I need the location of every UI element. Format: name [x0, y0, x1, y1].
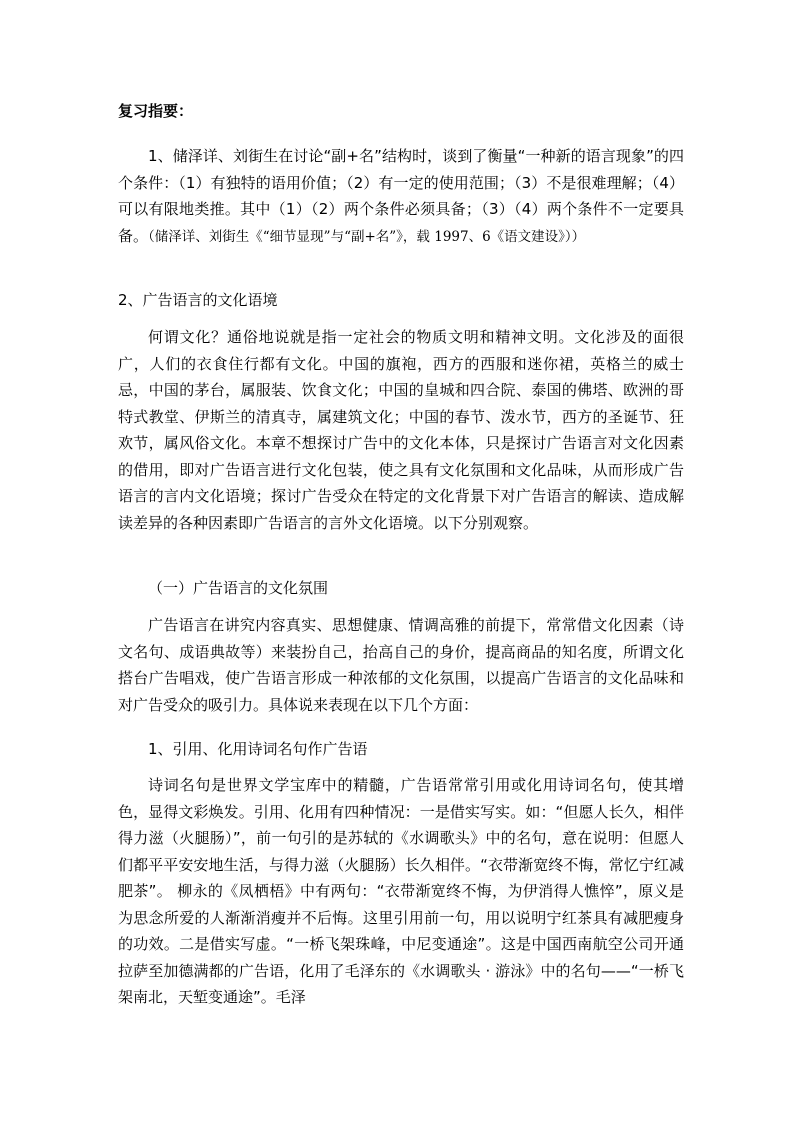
- review-paragraph: [118, 143, 684, 250]
- review-paragraph-main: 1、储泽详、刘街生在讨论“副+名”结构时，谈到了衡量“一种新的语言现象”的四个条件：（1）有独特的语用价值；（2）有一定的使用范围；（3）不是很难理解；（4）可以有限地类推。其中（1）（2）两个条件必须具备；（3）（4）两个条件不一定要具备。: [118, 147, 684, 245]
- section-heading: 2、广告语言的文化语境: [118, 291, 278, 309]
- subsection-body-paragraph: 广告语言在讲究内容真实、思想健康、情调高雅的前提下，常常借文化因素（诗文名句、成语典故等）来装扮自己，抬高自己的身价，提高商品的知名度，所谓文化搭台广告唱戏，使广告语言形成一种浓郁的文化氛围，以提高广告语言的文化品味和对广告受众的吸引力。具体说来表现在以下几个方面：: [118, 616, 684, 714]
- section-intro-paragraph: 何谓文化？通俗地说就是指一定社会的物质文明和精神文明。文化涉及的面很广，人们的衣食住行都有文化。中国的旗袍，西方的西服和迷你裙，英格兰的威士忌，中国的茅台，属服装、饮食文化；中国的皇城和四合院、泰国的佛塔、欧洲的哥特式教堂、伊斯兰的清真寺，属建筑文化；中国的春节、泼水节，西方的圣诞节、狂欢节，属风俗文化。本章不想探讨广告中的文化本体，只是探讨广告语言对文化因素的借用，即对广告语言进行文化包装，使之具有文化氛围和文化品味，从而形成广告语言的言内文化语境；探讨广告受众在特定的文化背景下对广告语言的解读、造成解读差异的各种因素即广告语言的言外文化语境。以下分别观察。: [118, 328, 684, 532]
- subsection-heading: （一）广告语言的文化氛围: [148, 579, 329, 597]
- item-heading: 1、引用、化用诗词名句作广告语: [148, 740, 368, 758]
- item-body-paragraph: 诗词名句是世界文学宝库中的精髓，广告语常常引用或化用诗词名句，使其增色，显得文彩焕发。引用、化用有四种情况：一是借实写实。如：“但愿人长久，相伴得力滋（火腿肠）”，前一句引的是苏轼的《水调歌头》中的名句，意在说明：但愿人们都平平安安地生活，与得力滋（火腿肠）长久相伴。“衣带渐宽终不悔，常忆宁红减肥茶”。 柳永的《凤栖梧》中有两句：“衣带渐宽终不悔，为伊消得人憔悴”，原义是为思念所爱的人渐渐消瘦并不后悔。这里引用前一句，用以说明宁红茶具有减肥瘦身的功效。二是借实写虚。“一桥飞架珠峰，中尼变通途”。这是中国西南航空公司开通拉萨至加德满都的广告语，化用了毛泽东的《水调歌头 · 游泳》中的名句——“一桥飞架南北，天堑变通途”。毛泽: [118, 776, 684, 1006]
- review-citation-note: （储泽详、刘街生《“细节显现”与“副+名”》，载 1997、6《语文建设》））: [148, 228, 586, 245]
- review-heading: 复习指要：: [118, 102, 194, 120]
